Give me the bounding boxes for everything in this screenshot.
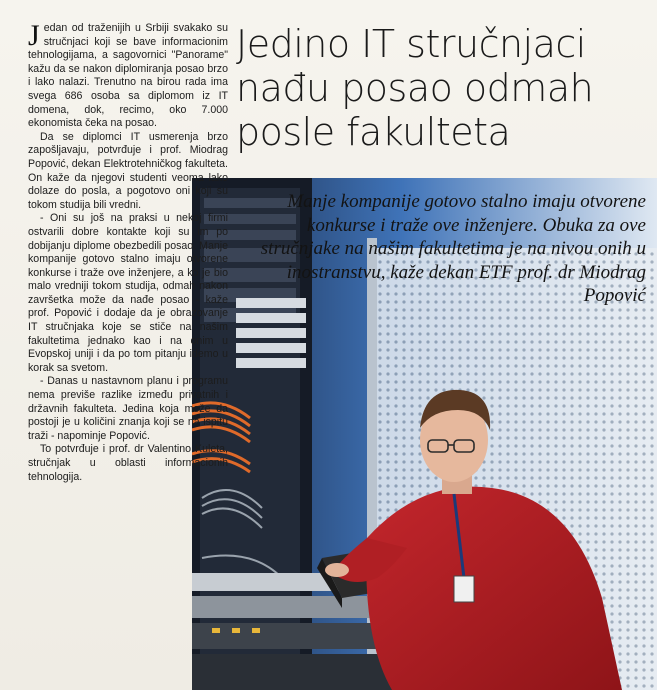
paragraph: To potvrđuje i prof. dr Valentino Kuleta, stručnjak u oblasti informacionih tehnologija. (28, 443, 228, 483)
paragraph-text: edan od traženijih u Srbiji svakako su stručnjaci koji se bave informacionim tehnologijama, a sagovornici "Panorame" kažu da se nakon diplomiranja posao brzo i lako nalazi. Trenutno na birou rada ima svega 686 osoba sa diplomom iz IT domena, dok, recimo, oko 7.000 ekonomista čeka na posao. (28, 22, 228, 130)
drop-cap: J (28, 19, 40, 52)
paragraph: Da se diplomci IT usmerenja brzo zapošljavaju, potvrđuje i prof. Miodrag Popović, dekan Elektrotehničkog fakulteta. On kaže da njegovi studenti veoma lako dolaze do posla, a pogotovo oni koji su tokom studija bili vredni. (28, 130, 228, 211)
paragraph-lead (28, 19, 228, 131)
article-body (28, 19, 228, 484)
headline: Jedino IT stručnjaci nađu posao odmah posle fakulteta (236, 22, 594, 154)
pull-quote: Manje kompanije gotovo stalno imaju otvorene konkurse i traže ove inženjere. Obuka za ove stručnjake na našim fakultetima je na nivou onih u inostranstvu, kaže dekan ETF prof. dr Miodrag Popović (260, 191, 646, 306)
paragraph: - Danas u nastavnom planu i programu nema previše razlike između privatnih i državnih fakulteta. Jedina koja može da postoji je u količini znanja koji se na ispitu traži - napominje Popović. (28, 375, 228, 442)
paragraph: - Oni su još na praksi u nekoj firmi ostvarili dobre kontakte koji su im po dobijanju diplome obezbedili posao. Manje kompanije gotovo stalno imaju otvorene konkurse i traže ove inženjere, a ko je bio malo vredniji tokom studija, odmah nakon završetka može da nađe posao - kaže prof. Popović i dodaje da je obrazovanje IT stručnjaka koje se stiče na našim fakultetima jednako kao i na onim u Evopskoj uniji i da po tom pitanju idemo u korak sa svetom. (28, 212, 228, 374)
